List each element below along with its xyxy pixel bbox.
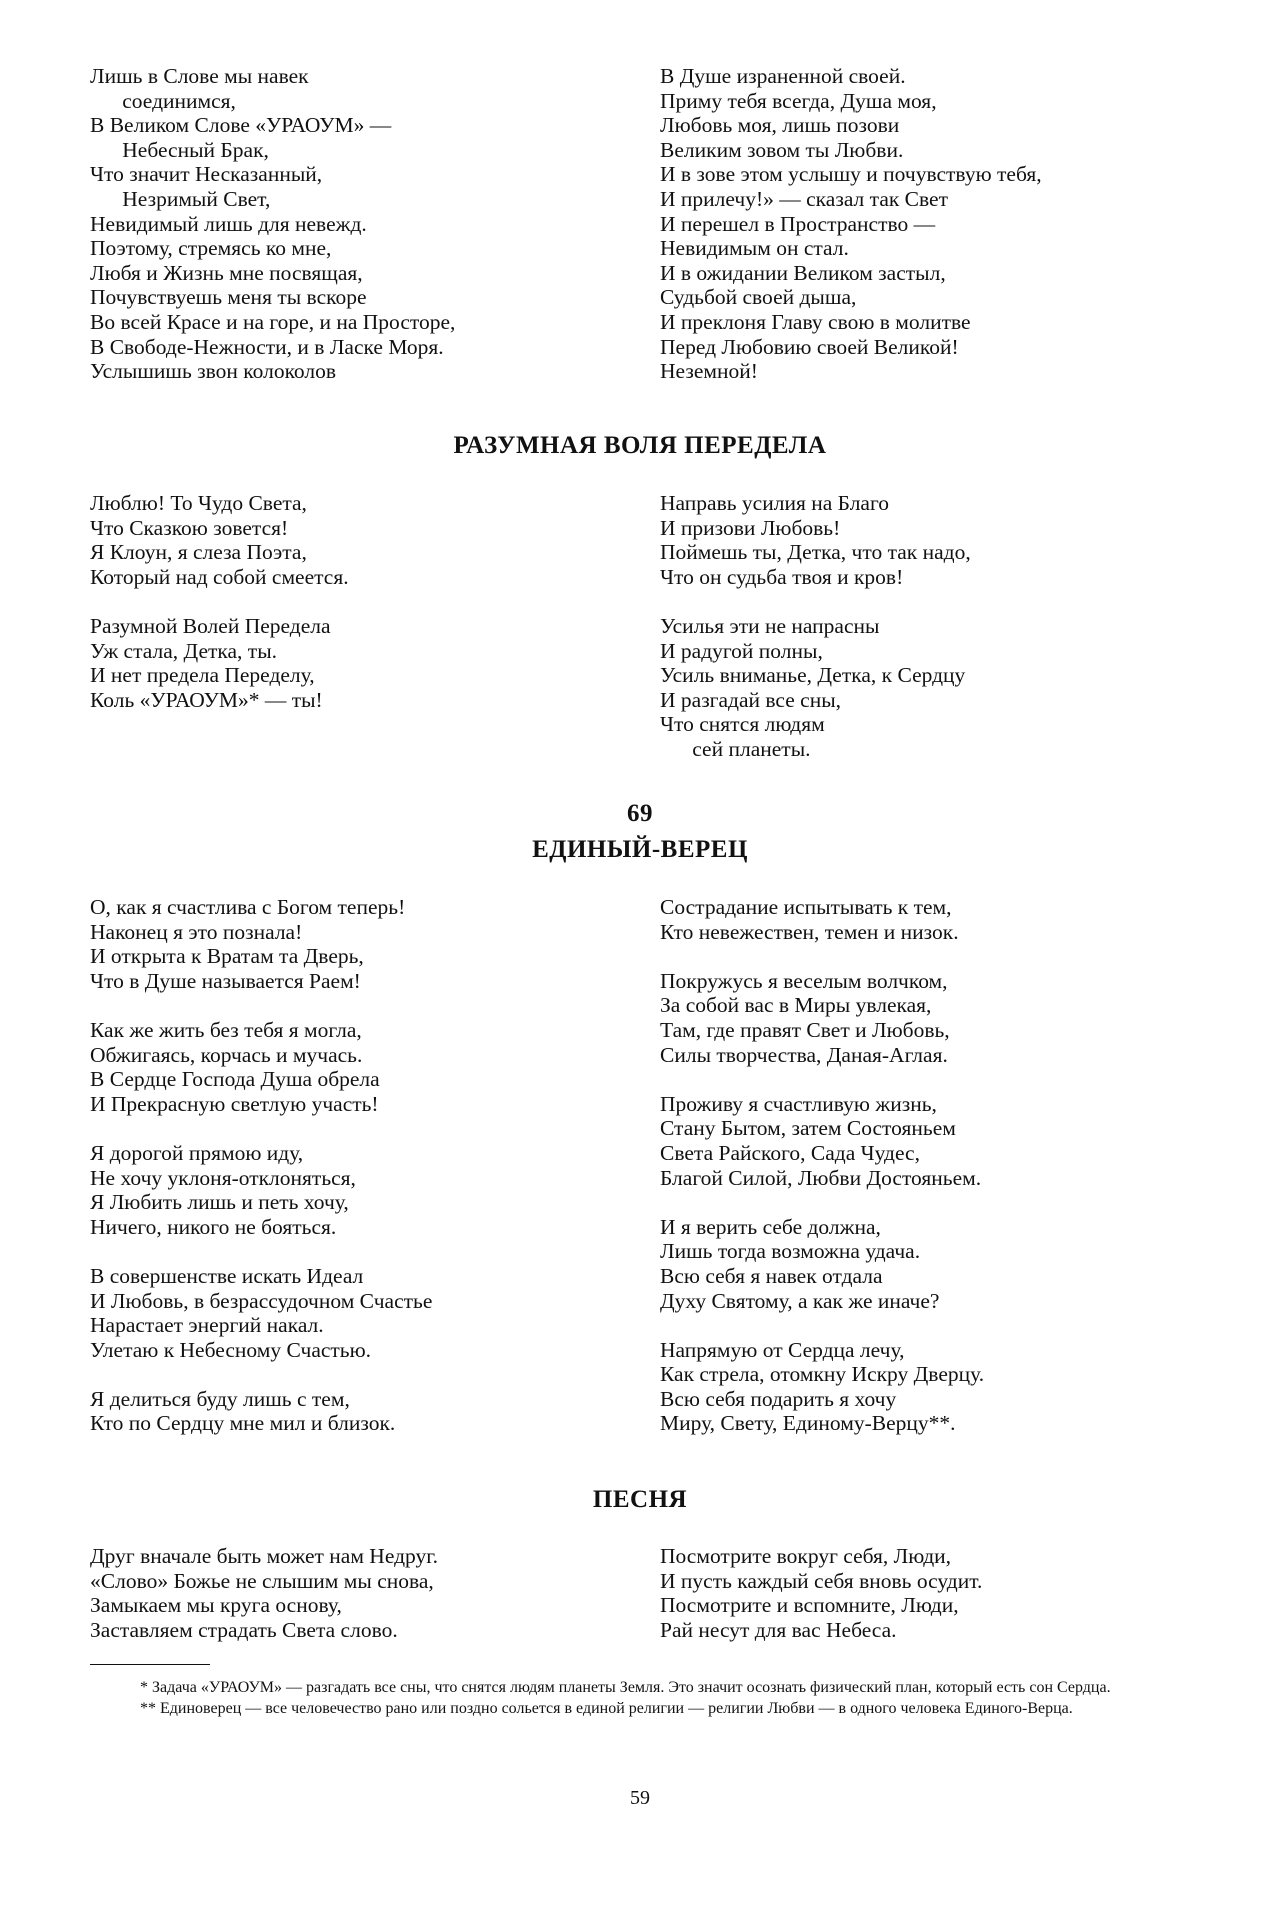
footnotes [90,1678,1200,1720]
top-right-stanza: В Душе израненной своей. Приму тебя всегда, Душа моя, Любовь моя, лишь позови Великим зовом ты Любви. И в зове этом услышу и почувствую тебя, И прилечу!» — сказал так Свет И перешел в Пространство — Невидимым он стал. И в ожидании Великом застыл, Судьбой своей дыша, И преклоня Главу свою в молитве Перед Любовию своей Великой! Неземной! [660,64,1042,384]
poem-title-razumnaya-volya: РАЗУМНАЯ ВОЛЯ ПЕРЕДЕЛА [453,432,827,459]
page-number: 59 [630,1787,650,1809]
poem1-left-column: Люблю! То Чудо Света, Что Сказкою зовется! Я Клоун, я слеза Поэта, Который над собой смеется. Разумной Волей Передела Уж стала, Детка, ты. И нет предела Переделу, Коль «УРАОУМ»* — ты! [90,491,349,712]
poem3-right-column: Посмотрите вокруг себя, Люди, И пусть каждый себя вновь осудит. Посмотрите и вспомните, Люди, Рай несут для вас Небеса. [660,1544,983,1642]
poem2-right-column: Сострадание испытывать к тем, Кто невежествен, темен и низок. Покружусь я веселым волчком, За собой вас в Миры увлекая, Там, где правят Свет и Любовь, Силы творчества, Даная-Аглая. Проживу я счастливую жизнь, Стану Бытом, затем Состояньем Света Райского, Сада Чудес, Благой Силой, Любви Достояньем. И я верить себе должна, Лишь тогда возможна удача. Всю себя я навек отдала Духу Святому, а как же иначе? Напрямую от Сердца лечу, Как стрела, отомкну Искру Дверцу. Всю себя подарить я хочу Миру, Свету, Единому-Верцу**. [660,895,985,1436]
poem-title-pesnya: ПЕСНЯ [592,1486,688,1513]
poem-title-edinyi-verets: ЕДИНЫЙ-ВЕРЕЦ [532,836,748,863]
poem2-left-column: О, как я счастлива с Богом теперь! Наконец я это познала! И открыта к Вратам та Дверь, Что в Душе называется Раем! Как же жить без тебя я могла, Обжигаясь, корчась и мучась. В Сердце Господа Душа обрела И Прекрасную светлую участь! Я дорогой прямою иду, Не хочу уклоня-отклоняться, Я Любить лишь и петь хочу, Ничего, никого не бояться. В совершенстве искать Идеал И Любовь, в безрассудочном Счастье Нарастает энергий накал. Улетаю к Небесному Счастью. Я делиться буду лишь с тем, Кто по Сердцу мне мил и близок. [90,895,433,1436]
footnote-2: ** Единоверец — все человечество рано или поздно сольется в единой религии — религии Любви — в одного человека Единого-Верца. [140,1700,1073,1717]
poem-number: 69 [627,800,653,827]
poem3-left-column: Друг вначале быть может нам Недруг. «Слово» Божье не слышим мы снова, Замыкаем мы круга основу, Заставляем страдать Света слово. [90,1544,439,1642]
footnote-1: * Задача «УРАОУМ» — разгадать все сны, что снятся людям планеты Земля. Это значит осознать физический план, который есть сон Сердца. [140,1679,1111,1696]
top-left-stanza: Лишь в Слове мы навек соединимся, В Великом Слове «УРАОУМ» — Небесный Брак, Что значит Несказанный, Незримый Свет, Невидимый лишь для невежд. Поэтому, стремясь ко мне, Любя и Жизнь мне посвящая, Почувствуешь меня ты вскоре Во всей Красе и на горе, и на Просторе, В Свободе-Нежности, и в Ласке Моря. Услышишь звон колоколов [90,64,456,384]
footnote-divider [90,1664,210,1665]
poem1-right-column: Направь усилия на Благо И призови Любовь! Поймешь ты, Детка, что так надо, Что он судьба твоя и кров! Усилья эти не напрасны И радугой полны, Усиль вниманье, Детка, к Сердцу И разгадай все сны, Что снятся людям сей планеты. [660,491,971,761]
